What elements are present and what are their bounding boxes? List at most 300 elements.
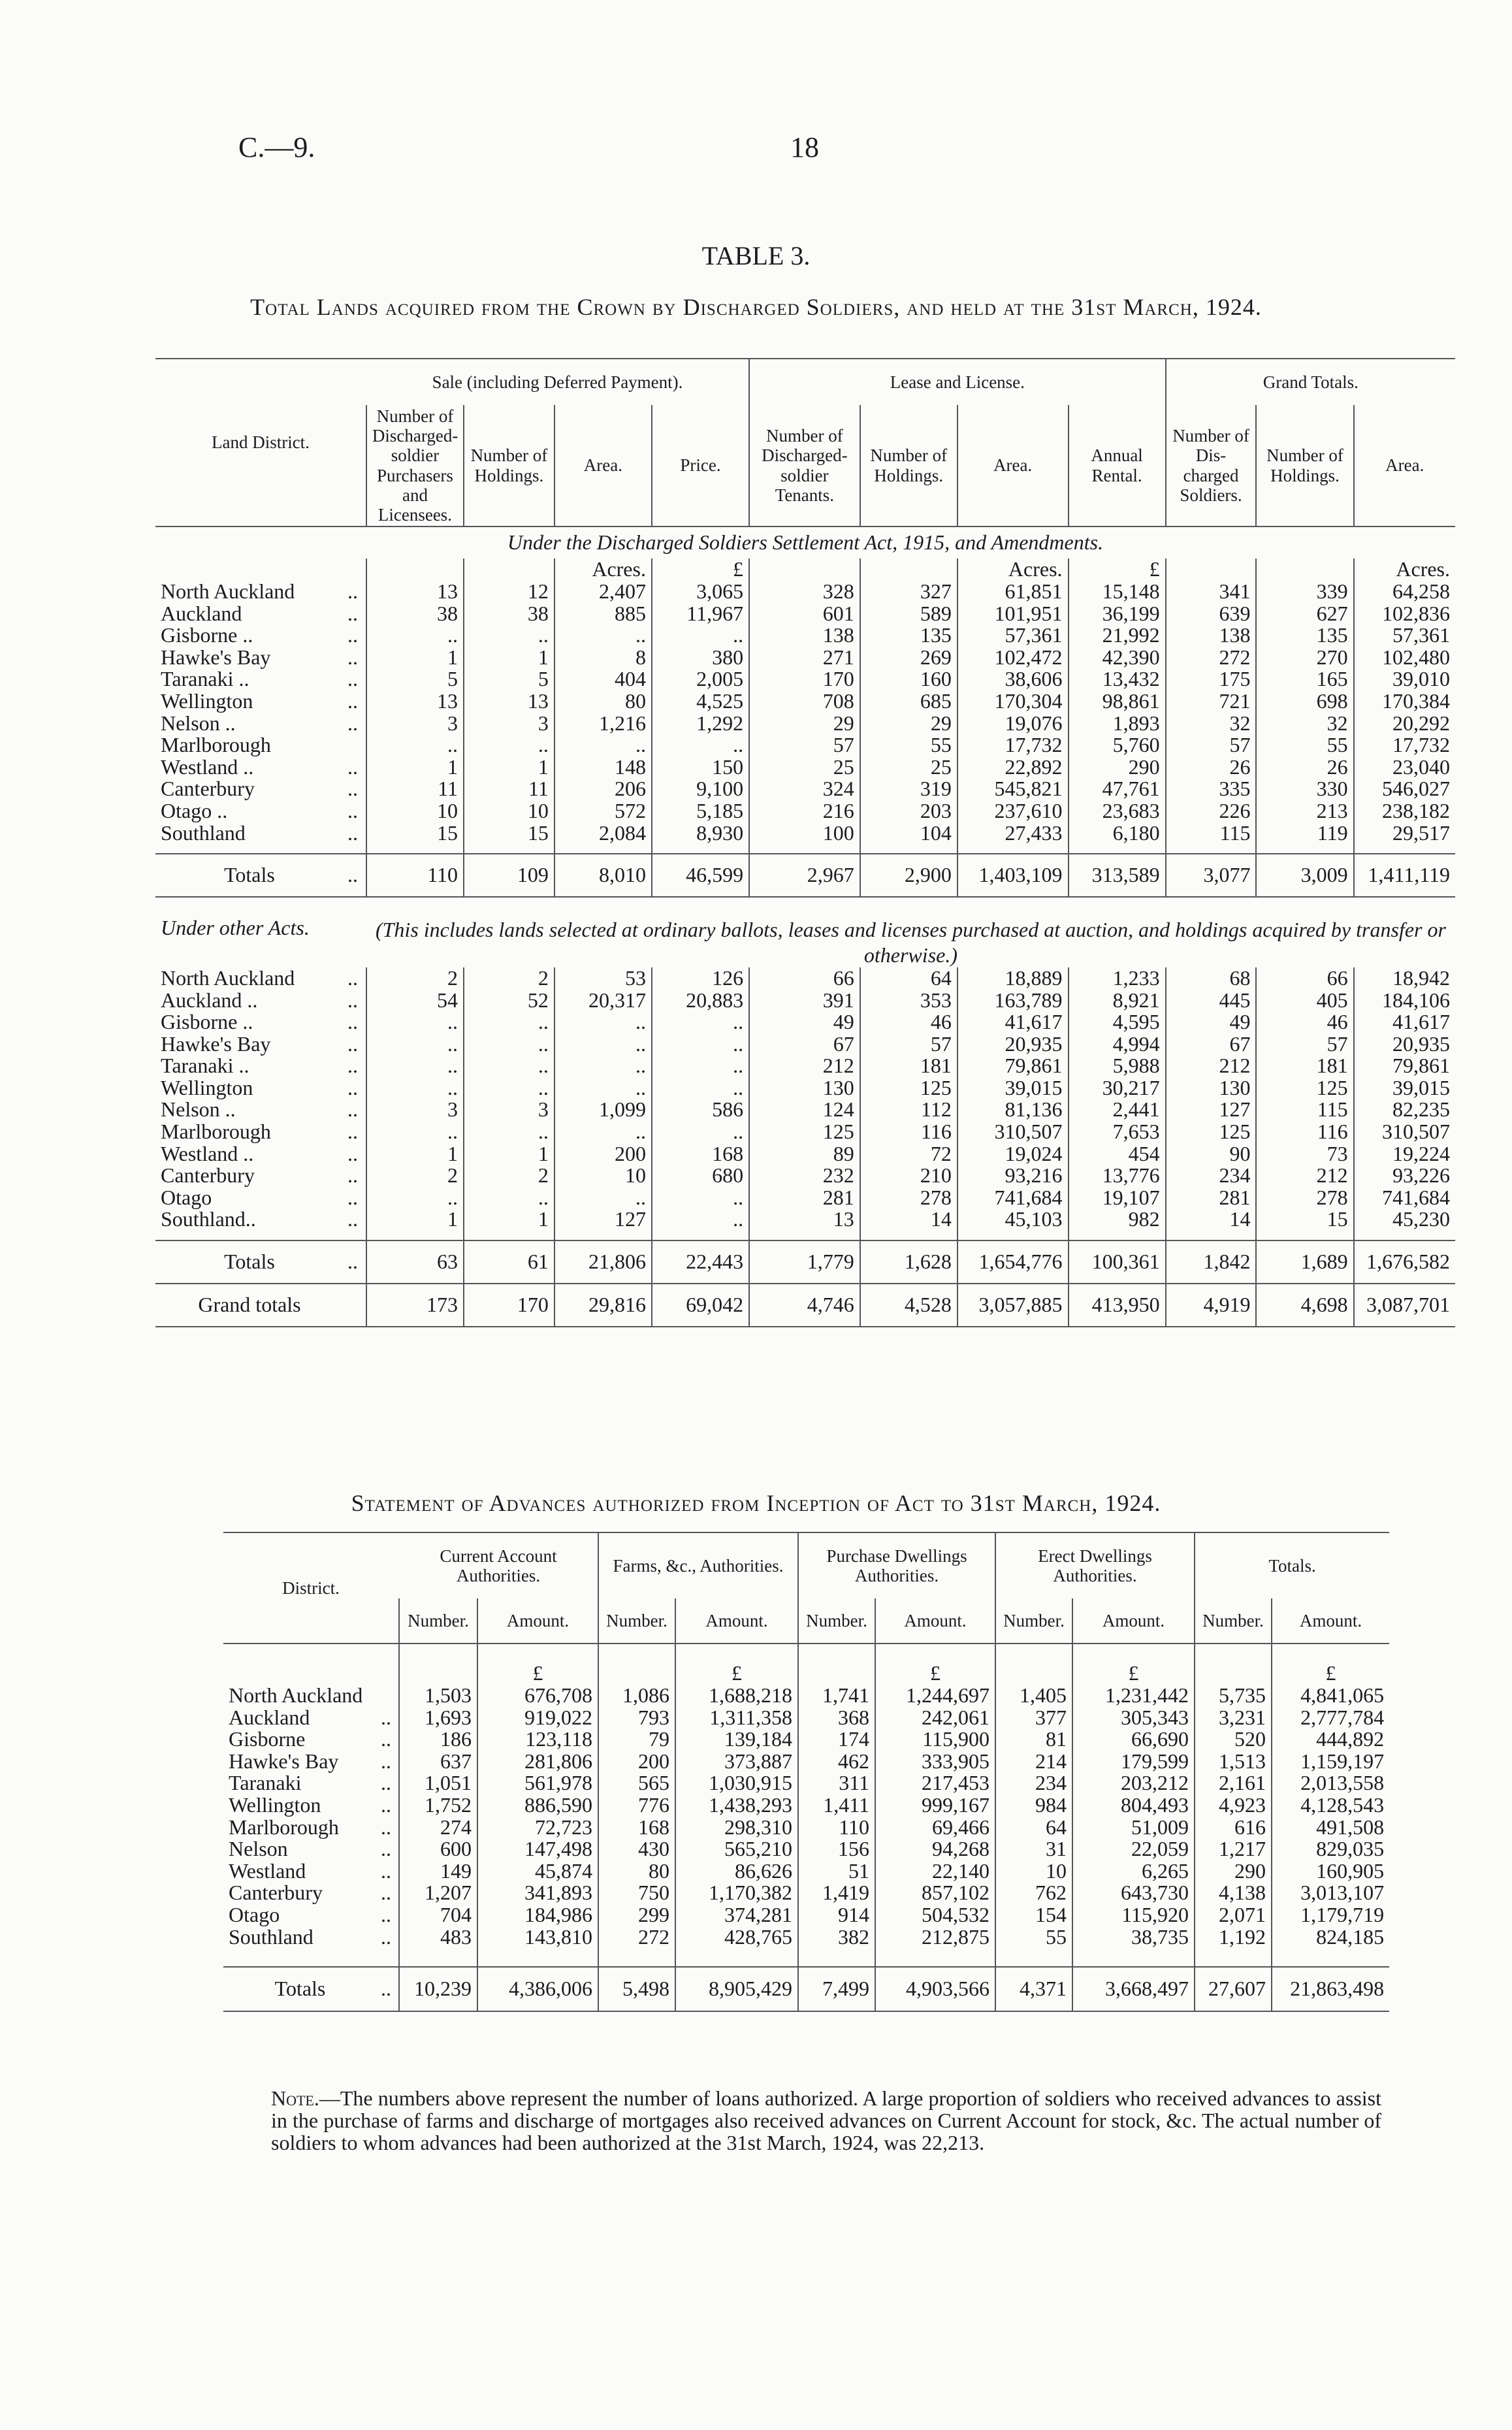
cell: 38	[366, 603, 464, 625]
cell: 101,951	[957, 603, 1069, 625]
cell: 53	[555, 967, 652, 990]
cell: ..	[381, 1902, 391, 1926]
cell: 212	[749, 1055, 860, 1077]
cell: 170	[749, 668, 860, 690]
cell: 23,683	[1069, 800, 1166, 822]
cell: 2,407	[555, 581, 652, 603]
spacer-cell	[344, 1231, 366, 1240]
cell: 676,708	[477, 1685, 598, 1707]
cell: 1	[366, 756, 464, 779]
cell: ..	[347, 623, 358, 647]
spacer-cell	[464, 844, 555, 854]
cell: 127	[555, 1208, 652, 1231]
cell: 2	[366, 967, 464, 990]
spacer-cell	[477, 1948, 598, 1967]
cell: ..	[347, 1120, 358, 1144]
cell: 115,900	[875, 1728, 995, 1751]
unit-cell: £	[1069, 559, 1166, 581]
cell: 1,411,119	[1354, 854, 1455, 897]
cell: ..	[652, 734, 749, 756]
cell: 885	[555, 603, 652, 625]
cell: 741,684	[957, 1187, 1069, 1209]
cell: 271	[749, 647, 860, 669]
cell: 9,100	[652, 778, 749, 800]
cell: 274	[399, 1817, 477, 1839]
cell: 98,861	[1069, 690, 1166, 713]
cell: 374,281	[675, 1904, 798, 1926]
cell: 1	[464, 756, 555, 779]
row-label: Auckland	[229, 1705, 310, 1729]
table-row	[223, 1860, 1389, 1883]
cell: 4,525	[652, 690, 749, 713]
cell: 1	[464, 1143, 555, 1165]
spacer-cell	[995, 1948, 1072, 1967]
cell: 1,179,719	[1272, 1904, 1389, 1926]
cell: 203	[860, 800, 957, 822]
cell: ..	[347, 645, 358, 669]
row-label: Totals	[224, 1250, 275, 1274]
cell: 4,698	[1256, 1284, 1353, 1327]
cell: 4,841,065	[1272, 1685, 1389, 1707]
cell: 1,411	[798, 1794, 875, 1817]
cell: 22,443	[652, 1240, 749, 1284]
cell: 13	[464, 690, 555, 713]
cell: 1	[366, 647, 464, 669]
cell: 13	[366, 690, 464, 713]
cell: 14	[1166, 1208, 1257, 1231]
cell: 234	[1166, 1165, 1257, 1187]
cell: 6,180	[1069, 822, 1166, 845]
cell: 857,102	[875, 1882, 995, 1904]
section-heading-row	[155, 897, 1455, 967]
cell: 565	[598, 1772, 675, 1794]
cell: 90	[1166, 1143, 1257, 1165]
cell: 3,057,885	[957, 1284, 1069, 1327]
unit-cell: £	[875, 1662, 995, 1685]
cell: 125	[749, 1121, 860, 1143]
cell: ..	[652, 1121, 749, 1143]
col-farms-amount: Amount.	[675, 1598, 798, 1644]
cell: 330	[1256, 778, 1353, 800]
cell: 66	[1256, 967, 1353, 990]
spacer-row	[155, 844, 1455, 854]
cell: 4,994	[1069, 1033, 1166, 1056]
cell: 206	[555, 778, 652, 800]
group-purchase-dwellings: Purchase Dwellings Authorities.	[798, 1532, 995, 1598]
cell: ..	[464, 1121, 555, 1143]
cell: 42,390	[1069, 647, 1166, 669]
spacer-row	[223, 1948, 1389, 1967]
cell: ..	[366, 1011, 464, 1033]
cell: ..	[347, 688, 358, 713]
cell: 64	[860, 967, 957, 990]
cell: 49	[1166, 1011, 1257, 1033]
cell: 2,071	[1195, 1904, 1272, 1926]
row-label: Totals	[274, 1977, 326, 2001]
cell: 237,610	[957, 800, 1069, 822]
cell: 57	[1166, 734, 1257, 756]
col-farms-number: Number.	[598, 1598, 675, 1644]
spacer-cell	[377, 1644, 399, 1662]
cell: 8,930	[652, 822, 749, 845]
document-reference: C.—9.	[238, 131, 315, 163]
cell: ..	[464, 1033, 555, 1056]
cell: 1,893	[1069, 713, 1166, 735]
cell: 445	[1166, 990, 1257, 1012]
table-row	[155, 668, 1455, 690]
cell: 25	[860, 756, 957, 779]
cell: 637	[399, 1751, 477, 1773]
cell: 67	[1166, 1033, 1257, 1056]
cell: ..	[347, 1010, 358, 1034]
cell: 327	[860, 581, 957, 603]
cell: 3,668,497	[1072, 1967, 1195, 2011]
cell: 27,433	[957, 822, 1069, 845]
cell: 139,184	[675, 1728, 798, 1751]
table-row	[155, 1011, 1455, 1033]
table-row	[223, 1926, 1389, 1949]
cell: 4,923	[1195, 1794, 1272, 1817]
cell: 57	[1256, 1033, 1353, 1056]
cell: 586	[652, 1099, 749, 1121]
cell: 324	[749, 778, 860, 800]
spacer-cell	[1069, 844, 1166, 854]
cell: ..	[347, 1250, 358, 1274]
cell: 298,310	[675, 1817, 798, 1839]
cell: 15	[366, 822, 464, 845]
cell: 55	[860, 734, 957, 756]
col-current-amount: Amount.	[477, 1598, 598, 1644]
units-row	[223, 1662, 1389, 1685]
cell: 100	[749, 822, 860, 845]
cell: 25	[749, 756, 860, 779]
lands-acquired-table	[155, 358, 1455, 1327]
cell: 3	[464, 1099, 555, 1121]
cell: 125	[1166, 1121, 1257, 1143]
cell	[344, 1284, 366, 1327]
cell: 38	[464, 603, 555, 625]
cell: 17,732	[1354, 734, 1455, 756]
col-district: District.	[282, 1578, 340, 1598]
cell: ..	[347, 711, 358, 735]
cell: 156	[798, 1838, 875, 1860]
cell: 125	[860, 1077, 957, 1099]
cell: 212	[1256, 1165, 1353, 1187]
cell: 8	[555, 647, 652, 669]
cell: 1,676,582	[1354, 1240, 1455, 1284]
cell: 57,361	[957, 624, 1069, 647]
cell: 8,921	[1069, 990, 1166, 1012]
cell: ..	[652, 1033, 749, 1056]
cell: ..	[347, 1163, 358, 1188]
cell: 4,128,543	[1272, 1794, 1389, 1817]
cell: 5	[366, 668, 464, 690]
cell: 26	[1256, 756, 1353, 779]
cell: 1,513	[1195, 1751, 1272, 1773]
table-row	[155, 1121, 1455, 1143]
row-label: Southland	[229, 1924, 314, 1949]
section2-note: (This includes lands selected at ordinary ballots, leases and licenses purchased at auction, and holdings acquired by transfer or otherwise.)	[375, 918, 1446, 967]
cell: 126	[652, 967, 749, 990]
spacer-cell	[223, 1948, 377, 1967]
cell: ..	[366, 1077, 464, 1099]
cell: 51,009	[1072, 1817, 1195, 1839]
cell: 31	[995, 1838, 1072, 1860]
row-label: Hawke's Bay	[161, 645, 271, 669]
cell: 160,905	[1272, 1860, 1389, 1883]
cell: 804,493	[1072, 1794, 1195, 1817]
cell: ..	[381, 1837, 391, 1861]
col-grand-area: Area.	[1354, 405, 1455, 526]
cell: 380	[652, 647, 749, 669]
cell: 116	[1256, 1121, 1353, 1143]
cell: 982	[1069, 1208, 1166, 1231]
col-erect-number: Number.	[995, 1598, 1072, 1644]
cell: 15,148	[1069, 581, 1166, 603]
cell: 46,599	[652, 854, 749, 897]
cell: 328	[749, 581, 860, 603]
cell: ..	[381, 1749, 391, 1773]
cell: 3,009	[1256, 854, 1353, 897]
cell: 63	[366, 1240, 464, 1284]
cell: ..	[652, 1187, 749, 1209]
cell: 57,361	[1354, 624, 1455, 647]
cell: 272	[1166, 647, 1257, 669]
cell: 1,741	[798, 1685, 875, 1707]
cell: ..	[347, 1141, 358, 1165]
cell: 18,889	[957, 967, 1069, 990]
cell: 1	[366, 1208, 464, 1231]
cell: 3	[464, 713, 555, 735]
cell: 41,617	[1354, 1011, 1455, 1033]
cell: 2,013,558	[1272, 1772, 1389, 1794]
row-label: North Auckland	[161, 579, 295, 603]
cell: 67	[749, 1033, 860, 1056]
cell: 11	[464, 778, 555, 800]
cell: ..	[347, 863, 358, 887]
spacer-cell	[477, 1644, 598, 1662]
section1-heading: Under the Discharged Soldiers Settlement Act, 1915, and Amendments.	[507, 530, 1104, 555]
row-label: Nelson ..	[161, 711, 236, 735]
unit-cell	[155, 559, 344, 581]
row-label: North Auckland	[229, 1683, 363, 1707]
cell: 310,507	[957, 1121, 1069, 1143]
cell: 5,760	[1069, 734, 1166, 756]
cell	[377, 1685, 399, 1707]
cell: 589	[860, 603, 957, 625]
cell: 382	[798, 1926, 875, 1949]
cell: 29,816	[555, 1284, 652, 1327]
cell: 984	[995, 1794, 1072, 1817]
cell: 20,883	[652, 990, 749, 1012]
spacer-cell	[366, 844, 464, 854]
cell: 290	[1195, 1860, 1272, 1883]
cell: 13	[749, 1208, 860, 1231]
cell: 4,138	[1195, 1882, 1272, 1904]
spacer-cell	[598, 1644, 675, 1662]
cell: 45,230	[1354, 1208, 1455, 1231]
col-sale-area: Area.	[555, 405, 652, 526]
table-row	[155, 1143, 1455, 1165]
cell: 1,170,382	[675, 1882, 798, 1904]
cell: 1,503	[399, 1685, 477, 1707]
cell: ..	[652, 1077, 749, 1099]
cell: 135	[860, 624, 957, 647]
col-grand-holdings: Number of Holdings.	[1256, 405, 1353, 526]
row-label: Gisborne	[229, 1727, 306, 1751]
unit-cell: £	[477, 1662, 598, 1685]
cell: 39,015	[957, 1077, 1069, 1099]
cell: 643,730	[1072, 1882, 1195, 1904]
group-farms: Farms, &c., Authorities.	[598, 1532, 798, 1598]
cell: 11	[366, 778, 464, 800]
cell: 32	[1166, 713, 1257, 735]
cell: 1,403,109	[957, 854, 1069, 897]
cell: 2,777,784	[1272, 1707, 1389, 1729]
row-label: Westland	[229, 1858, 306, 1883]
cell: 64,258	[1354, 581, 1455, 603]
spacer-cell	[860, 844, 957, 854]
cell: 1,628	[860, 1240, 957, 1284]
col-sale-price: Price.	[652, 405, 749, 526]
cell: 1,099	[555, 1099, 652, 1121]
cell: 4,371	[995, 1967, 1072, 2011]
cell: 5,735	[1195, 1685, 1272, 1707]
cell: 3,077	[1166, 854, 1257, 897]
cell: 150	[652, 756, 749, 779]
cell: 61	[464, 1240, 555, 1284]
table-row	[155, 967, 1455, 990]
spacer-cell	[798, 1644, 875, 1662]
cell: ..	[464, 734, 555, 756]
cell: 3	[366, 1099, 464, 1121]
cell: 353	[860, 990, 957, 1012]
cell: ..	[347, 1031, 358, 1056]
cell: 130	[1166, 1077, 1257, 1099]
cell: ..	[347, 1207, 358, 1231]
cell: 5,185	[652, 800, 749, 822]
spacer-cell	[464, 1231, 555, 1240]
cell: 1,689	[1256, 1240, 1353, 1284]
cell: 1,086	[598, 1685, 675, 1707]
table-row	[155, 1099, 1455, 1121]
table-row	[223, 1685, 1389, 1707]
spacer-cell	[1354, 1231, 1455, 1240]
cell: 135	[1256, 624, 1353, 647]
cell: 3	[366, 713, 464, 735]
cell: 104	[860, 822, 957, 845]
totals-row	[155, 1240, 1455, 1284]
cell: 269	[860, 647, 957, 669]
cell: 55	[995, 1926, 1072, 1949]
cell: 51	[798, 1860, 875, 1883]
table-row	[155, 1033, 1455, 1056]
cell: ..	[347, 777, 358, 801]
col-grand-soldiers: Number of Dis-charged Soldiers.	[1166, 405, 1257, 526]
cell: 333,905	[875, 1751, 995, 1773]
spacer-cell	[1354, 844, 1455, 854]
cell: 1,192	[1195, 1926, 1272, 1949]
row-label: Otago	[161, 1185, 212, 1209]
row-label: Canterbury	[161, 1163, 255, 1188]
cell: 12	[464, 581, 555, 603]
cell: 38,735	[1072, 1926, 1195, 1949]
cell: 305,343	[1072, 1707, 1195, 1729]
cell: ..	[381, 1858, 391, 1883]
spacer-cell	[957, 844, 1069, 854]
cell: ..	[555, 1077, 652, 1099]
row-label: Otago	[229, 1902, 280, 1926]
spacer-cell	[155, 844, 344, 854]
col-lease-area: Area.	[957, 405, 1069, 526]
cell: 47,761	[1069, 778, 1166, 800]
cell: 102,480	[1354, 647, 1455, 669]
cell: 462	[798, 1751, 875, 1773]
cell: 127	[1166, 1099, 1257, 1121]
cell: 10	[464, 800, 555, 822]
cell: 1,216	[555, 713, 652, 735]
cell: 404	[555, 668, 652, 690]
unit-cell: £	[652, 559, 749, 581]
cell: ..	[347, 601, 358, 625]
spacer-cell	[1272, 1644, 1389, 1662]
cell: 491,508	[1272, 1817, 1389, 1839]
table-row	[223, 1817, 1389, 1839]
cell: 125	[1256, 1077, 1353, 1099]
cell: 272	[598, 1926, 675, 1949]
cell: 54	[366, 990, 464, 1012]
cell: 2,161	[1195, 1772, 1272, 1794]
row-label: Wellington	[229, 1792, 321, 1817]
units-row	[155, 559, 1455, 581]
cell: 148	[555, 756, 652, 779]
spacer-cell	[366, 1231, 464, 1240]
table-row	[155, 1077, 1455, 1099]
col-totals-number: Number.	[1195, 1598, 1272, 1644]
cell: 36,199	[1069, 603, 1166, 625]
table-row	[155, 734, 1455, 756]
cell: 186	[399, 1728, 477, 1751]
cell: 181	[860, 1055, 957, 1077]
cell: ..	[347, 754, 358, 779]
row-label: Taranaki ..	[161, 1054, 249, 1078]
cell: 49	[749, 1011, 860, 1033]
cell: 2,900	[860, 854, 957, 897]
row-label: Canterbury	[229, 1881, 323, 1905]
cell: ..	[366, 1187, 464, 1209]
cell: 391	[749, 990, 860, 1012]
cell: 39,010	[1354, 668, 1455, 690]
cell: 373,887	[675, 1751, 798, 1773]
group-lease: Lease and License.	[749, 359, 1166, 405]
col-lease-rental: Annual Rental.	[1069, 405, 1166, 526]
table-row	[155, 756, 1455, 779]
cell: 66,690	[1072, 1728, 1195, 1751]
cell: 4,595	[1069, 1011, 1166, 1033]
cell: 11,967	[652, 603, 749, 625]
cell: 160	[860, 668, 957, 690]
cell: 1	[464, 1208, 555, 1231]
col-sale-holdings: Number of Holdings.	[464, 405, 555, 526]
unit-cell	[995, 1662, 1072, 1685]
cell: 600	[399, 1838, 477, 1860]
cell: 72	[860, 1143, 957, 1165]
row-label: Southland	[161, 820, 246, 845]
cell: ..	[464, 1055, 555, 1077]
cell: 313,589	[1069, 854, 1166, 897]
cell: 7,653	[1069, 1121, 1166, 1143]
table-row	[223, 1728, 1389, 1751]
